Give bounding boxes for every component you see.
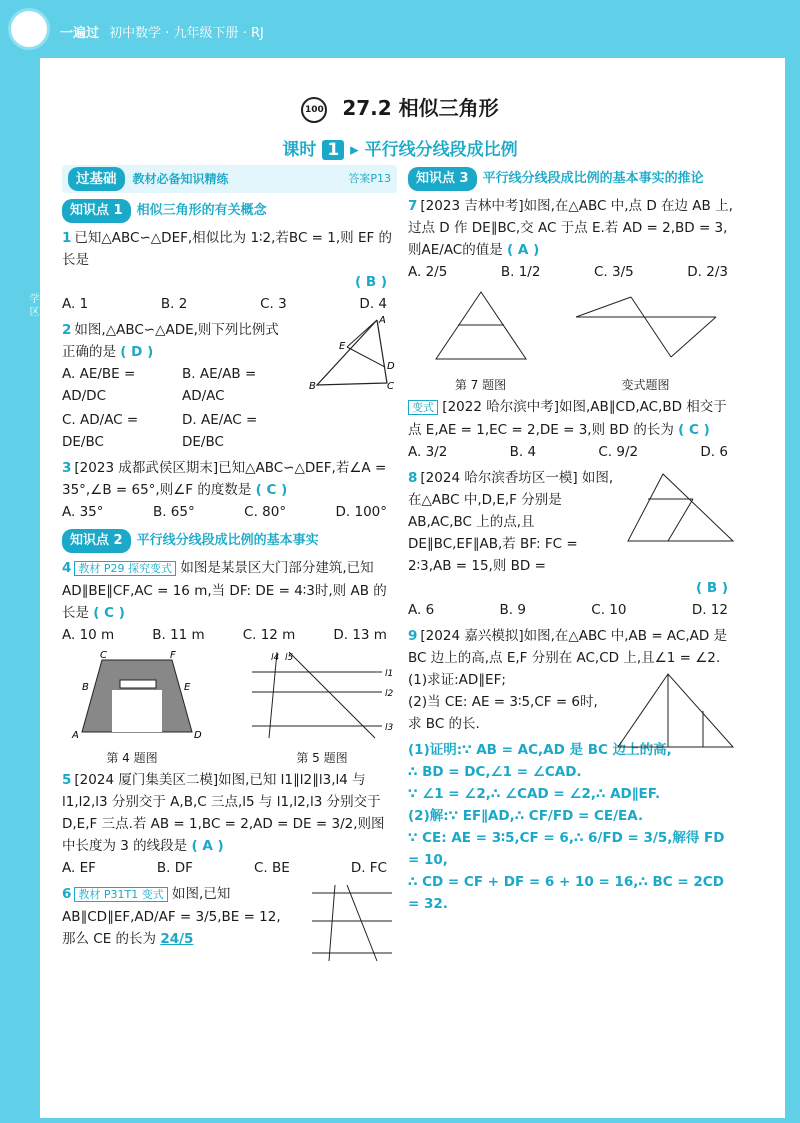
figure-q4 [62,650,202,740]
answer-mark: ( A ) [191,838,224,854]
section-title [0,92,800,123]
label-l2: l2 [385,689,394,699]
option: B. 11 m [152,627,205,643]
badge-icon: 100 [301,97,327,123]
option: D. 6 [700,444,728,460]
question-text: 已知△ABC∽△DEF,相似比为 1∶2,若BC = 1,则 EF 的长是 [62,230,393,268]
option: A. 6 [408,602,435,618]
options [62,501,397,523]
footer-slogan: 上课认真听 下课练习多 [94,1093,188,1103]
knowledge-point-1 [62,199,397,223]
option: A. 10 m [62,627,115,643]
kp-tag: 知识点 3 [408,167,477,191]
label-e: E [184,682,191,693]
arrow-icon: ▸ [350,140,359,160]
question-number: 6 [62,886,72,902]
option: A. 2/5 [408,264,448,280]
question-9 [408,625,738,735]
figure-variant [571,287,721,367]
label-b: B [309,381,316,392]
option: A. 35° [62,504,104,520]
question-part-1: (1)求证:AD∥EF; [408,672,506,688]
caption-q5: 第 5 题图 [296,751,348,765]
option: B. 65° [152,504,195,520]
solution [408,739,738,915]
option: B. DF [156,860,193,876]
question-part-2: (2)当 CE: AE = 3∶5,CF = 6时,求 BC 的长. [408,694,598,732]
foundation-banner [62,165,397,193]
figure-q6 [307,883,397,963]
figure-q8 [623,469,738,549]
question-number: 7 [408,198,418,214]
source-tag: 教材 P29 探究变式 [74,561,176,576]
solution-line: ∴ CD = CF + DF = 6 + 10 = 16,∴ BC = 2CD = 32. [408,874,724,912]
label-c: C [387,381,394,392]
solution-line: (1)证明:∵ AB = AC,AD 是 BC 边上的高, [408,742,672,758]
options [62,857,397,879]
label-a: A [72,730,79,740]
option: C. BE [253,860,290,876]
lesson-prefix: 课时 [282,140,317,160]
question-8 [408,467,738,621]
option: A. 3/2 [408,444,448,460]
kp-tag: 知识点 1 [62,199,131,223]
option: D. 13 m [333,627,387,643]
question-text: [2022 哈尔滨中考]如图,AB∥CD,AC,BD 相交于点 E,AE = 1,EC = 2,DE = 3,则 BD 的长为 [408,399,727,438]
label-f: F [170,650,176,661]
question-text: [2024 哈尔滨香坊区一模] 如图,在△ABC 中,D,E,F 分别是 AB,AC,BC 上的点,且 DE∥BC,EF∥AB,若 BF: FC = 2∶3,AB = 15,则 BD = [408,470,614,574]
kp-tag: 知识点 2 [62,529,131,553]
options [62,363,302,453]
option: C. AD/AC = DE/BC [62,412,139,450]
label-a: A [379,315,386,326]
answer-mark: ( C ) [678,422,710,438]
answer-mark: ( B ) [695,580,728,596]
answer-mark: ( C ) [93,605,125,621]
question-text: [2024 嘉兴模拟]如图,在△ABC 中,AB = AC,AD 是 BC 边上的高,点 E,F 分别在 AC,CD 上,且∠1 = ∠2. [408,628,728,666]
question-number: 4 [62,560,72,576]
option: B. 2 [160,296,188,312]
label-d: D [194,730,202,740]
question-text: [2024 厦门集美区二模]如图,已知 l1∥l2∥l3,l4 与 l1,l2,l3 分别交于 A,B,C 三点,l5 与 l1,l2,l3 分别交于 D,E,F 三点.若 AB = 1,BC = 2,AD = DE = 3/2,则图中长度为 3 的线段是 [62,772,385,854]
lesson-title: 平行线分线段成比例 [364,140,518,160]
option: B. 4 [509,444,537,460]
question-variant [408,396,738,463]
label-l1: l1 [385,669,394,679]
question-7 [408,195,738,283]
options [62,624,397,646]
question-text: [2023 成都武侯区期末]已知△ABC∽△DEF,若∠A = 35°,∠B = 65°,则∠F 的度数是 [62,460,387,498]
page-footer [60,1085,188,1105]
option: D. 2/3 [687,264,728,280]
lesson-subtitle [0,135,800,160]
knowledge-point-2 [62,529,397,553]
figure-q9 [613,669,738,754]
foundation-sub: 教材必备知识精练 [132,172,229,186]
figures-7-v [408,287,738,396]
option: D. 100° [335,504,387,520]
page-header [60,22,264,41]
kp-text: 平行线分线段成比例的基本事实 [136,533,319,548]
answer-mark: 24/5 [160,931,194,947]
kp-text: 平行线分线段成比例的基本事实的推论 [482,171,704,186]
side-tab: 学 区 [27,293,38,317]
kp-text: 相似三角形的有关概念 [136,203,267,218]
options [62,293,397,315]
question-number: 3 [62,460,72,476]
option: B. 1/2 [500,264,541,280]
option: C. 9/2 [598,444,639,460]
label-b: B [82,682,89,693]
figure-q7 [426,287,536,367]
answer-mark: ( B ) [354,274,387,290]
question-number: 5 [62,772,72,788]
figures-4-5 [62,650,397,769]
question-4 [62,557,397,646]
option: A. AE/BE = AD/DC [62,366,136,404]
option: C. 12 m [242,627,296,643]
option: D. 4 [359,296,387,312]
right-column [408,165,738,915]
label-l3: l3 [385,723,394,733]
left-column [62,165,397,954]
brand-name: 一遍过 [60,26,100,41]
question-text: [2023 吉林中考]如图,在△ABC 中,点 D 在边 AB 上,过点 D 作 DE∥BC,交 AC 于点 E.若 AD = 2,BD = 3,则AE/AC的值是 [408,198,733,258]
section-title-text: 27.2 相似三角形 [342,96,499,120]
source-tag: 变式 [408,400,438,415]
label-d: D [387,361,395,372]
page-number: 20 [60,1085,84,1105]
label-e: E [339,341,346,352]
label-c: C [100,650,107,661]
book-title: 初中数学 · 九年级下册 · RJ [109,26,264,41]
question-text: 如图是某景区大门部分建筑,已知 AD∥BE∥CF,AC = 16 m,当 DF: DE = 4∶3时,则 AB 的长是 [62,560,387,621]
option: D. AE/AC = DE/BC [182,412,258,450]
option: C. 3/5 [593,264,634,280]
option: D. FC [350,860,387,876]
question-number: 9 [408,628,418,644]
option: B. 9 [499,602,526,618]
question-3 [62,457,397,523]
option: D. 12 [691,602,728,618]
label-l5: l5 [285,653,294,663]
answer-mark: ( D ) [120,344,154,360]
knowledge-point-3 [408,167,738,191]
solution-line: ∴ BD = DC,∠1 = ∠CAD. [408,764,582,780]
options [408,261,738,283]
solution-line: (2)解:∵ EF∥AD,∴ CF/FD = CE/EA. [408,808,644,824]
question-text: 如图,已知AB∥CD∥EF,AD/AF = 3/5,BE = 12,那么 CE 的长为 [62,886,281,947]
question-2 [62,315,397,453]
option: A. EF [62,860,96,876]
options [408,441,738,463]
question-5 [62,769,397,879]
solution-line: ∵ ∠1 = ∠2,∴ ∠CAD = ∠2,∴ AD∥EF. [408,786,661,802]
question-1 [62,227,397,315]
figure-q5 [247,650,397,740]
options [408,599,738,621]
question-text: 如图,△ABC∽△ADE,则下列比例式正确的是 [62,322,279,360]
question-number: 2 [62,322,72,338]
lesson-number: 1 [322,140,344,160]
foundation-label: 过基础 [68,167,125,191]
caption-q7: 第 7 题图 [454,378,507,392]
option: C. 3 [260,296,287,312]
option: A. 1 [62,296,89,312]
label-l4: l4 [271,653,280,663]
option: C. 80° [244,504,287,520]
solution-line: ∵ CE: AE = 3∶5,CF = 6,∴ 6/FD = 3/5,解得 FD = 10, [408,830,725,868]
option: B. AE/AB = AD/AC [182,366,257,404]
caption-q4: 第 4 题图 [106,751,158,765]
figure-q2 [307,315,397,395]
question-number: 1 [62,230,72,246]
answer-mark: ( A ) [507,242,540,258]
answer-mark: ( C ) [255,482,288,498]
question-number: 8 [408,470,418,486]
question-6 [62,883,397,950]
option: C. 10 [591,602,627,618]
brand-logo [8,8,50,50]
source-tag: 教材 P31T1 变式 [74,887,167,902]
answer-ref: 答案P13 [348,172,391,185]
caption-variant: 变式题图 [621,378,670,392]
